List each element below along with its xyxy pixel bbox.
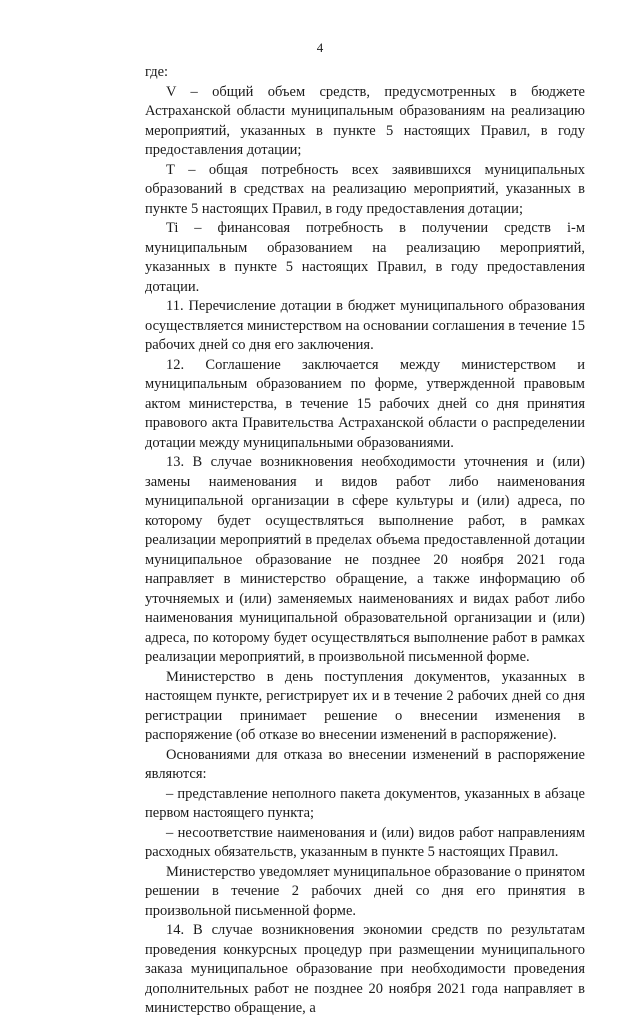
paragraph-refusal-item-1: – представление неполного пакета документов, указанных в абзаце первом настоящего пункта; (145, 785, 585, 821)
paragraph-refusal-item-2: – несоответствие наименования и (или) видов работ направлениям расходных обязательств, указанным в пункте 5 настоящих Правил. (145, 824, 585, 860)
paragraph-refusal-grounds: Основаниями для отказа во внесении изменений в распоряжение являются: (145, 746, 585, 782)
paragraph-v-definition: V – общий объем средств, предусмотренных в бюджете Астраханской области муниципальным образованиям на реализацию мероприятий, указанных в пункте 5 настоящих Правил, в году предоставления дотации; (145, 83, 585, 158)
paragraph-12: 12. Соглашение заключается между министерством и муниципальным образованием по форме, утвержденной правовым актом министерства, в течение 15 рабочих дней со дня принятия правового акта Правительства Астраханской области о распределении дотации между муниципальными образованиями. (145, 356, 585, 451)
paragraph-t-definition: Т – общая потребность всех заявившихся муниципальных образований в средствах на реализацию мероприятий, указанных в пункте 5 настоящих Правил, в году предоставления дотации; (145, 161, 585, 217)
paragraph-ministry-registration: Министерство в день поступления документов, указанных в настоящем пункте, регистрирует их и в течение 2 рабочих дней со дня регистрации принимает решение о внесении изменения в распоряжение (об отказе во внесении изменений в распоряжение). (145, 668, 585, 743)
paragraph-11: 11. Перечисление дотации в бюджет муниципального образования осуществляется министерством на основании соглашения в течение 15 рабочих дней со дня его заключения. (145, 298, 585, 353)
paragraph-14: 14. В случае возникновения экономии средств по результатам проведения конкурсных процедур при размещении муниципального заказа муниципальное образование при необходимости проведения дополнительных работ не позднее 20 ноября 2021 года направляет в министерство обращение, а (145, 922, 585, 1016)
page-number: 4 (316, 40, 324, 55)
paragraph-ministry-notification: Министерство уведомляет муниципальное образование о принятом решении в течение 2 рабочих дней со дня его принятия в произвольной письменной форме. (145, 863, 585, 919)
paragraph-ti-definition: Ti – финансовая потребность в получении средств i-м муниципальным образованием на реализацию мероприятий, указанных в пункте 5 настоящих Правил, в году предоставления дотации. (145, 220, 585, 295)
paragraph-where: где: (145, 64, 169, 80)
document-body (145, 63, 585, 1019)
paragraph-13: 13. В случае возникновения необходимости уточнения и (или) замены наименования и видов работ либо наименования муниципальной организации в сфере культуры и (или) адреса, по которому будет осуществляться выполнение работ, в рамках реализации мероприятий в пределах объема предоставленной дотации муниципальное образование не позднее 20 ноября 2021 года направляет в министерство обращение, а также информацию об уточняемых и (или) заменяемых наименованиях и видах работ либо наименования муниципальной образовательной организации и (или) адреса, по которому будет осуществляться выполнение работ в рамках реализации мероприятий, в произвольной письменной форме. (145, 454, 585, 665)
